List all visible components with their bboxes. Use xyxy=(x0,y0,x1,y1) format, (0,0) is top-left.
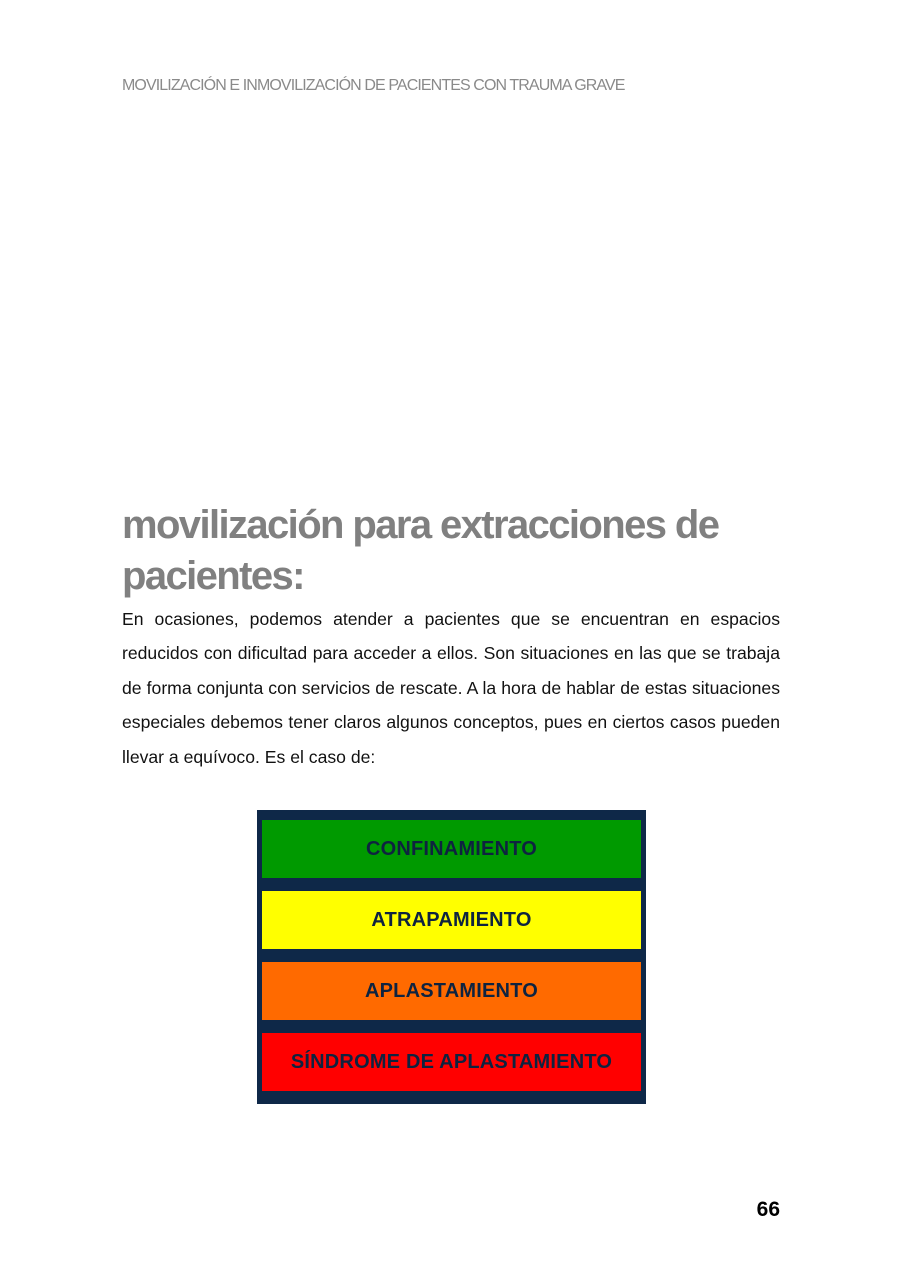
concepts-diagram xyxy=(257,810,646,1104)
page-number: 66 xyxy=(756,1198,780,1221)
body-paragraph: En ocasiones, podemos atender a pacientes que se encuentran en espacios reducidos con dificultad para acceder a ellos. Son situaciones en las que se trabaja de forma conjunta con servicios de rescate. A la hora de hablar de estas situaciones especiales debemos tener claros algunos conceptos, pues en ciertos casos pueden llevar a equívoco. Es el caso de: xyxy=(122,609,780,767)
concept-aplastamiento: APLASTAMIENTO xyxy=(262,962,641,1020)
concept-atrapamiento: ATRAPAMIENTO xyxy=(262,891,641,949)
concept-sindrome-de-aplastamiento: SÍNDROME DE APLASTAMIENTO xyxy=(262,1033,641,1091)
running-header: MOVILIZACIÓN E INMOVILIZACIÓN DE PACIENTES CON TRAUMA GRAVE xyxy=(122,77,625,94)
section-title: movilización para extracciones de pacientes: xyxy=(122,503,719,598)
concept-confinamiento: CONFINAMIENTO xyxy=(262,820,641,878)
